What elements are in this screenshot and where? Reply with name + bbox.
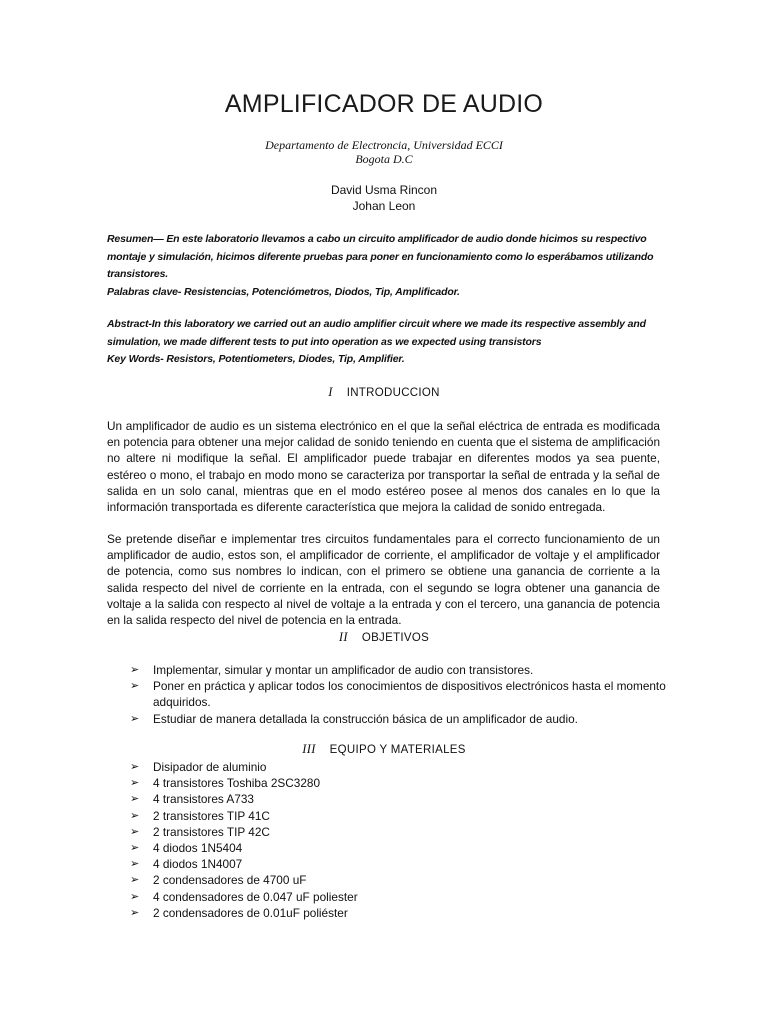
arrow-bullet-icon: ➢ [130, 712, 140, 725]
author-1: David Usma Rincon [330, 183, 438, 197]
objetivos-list [130, 662, 670, 727]
arrow-bullet-icon: ➢ [130, 825, 140, 838]
list-item: ➢ 4 transistores Toshiba 2SC3280 [130, 776, 321, 791]
intro-paragraph-1: Un amplificador de audio es un sistema electrónico en el que la señal eléctrica de entrada es modificada en potencia para obtener una mejor calidad de sonido teniendo en cuenta que el sistema de amplificación no altere ni modifique la señal. El amplificador puede trabajar en diferentes modos ya sea puente, estéreo o mono, el trabajo en modo mono se caracteriza por transportar la señal de entrada y la señal de salida en un solo canal, mientras que en el modo estéreo posee al menos dos canales en lo que la información transportada es diferente característica que mejora la calidad de sonido entregada. [107, 419, 660, 515]
list-item: ➢ Estudiar de manera detallada la construcción básica de un amplificador de audio. [130, 711, 578, 726]
affiliation [0, 138, 768, 166]
arrow-bullet-icon: ➢ [130, 793, 140, 806]
list-item: ➢ Poner en práctica y aplicar todos los conocimientos de dispositivos electrónicos hasta el momento adquiridos. [130, 679, 666, 710]
list-item: ➢ 2 transistores TIP 42C [130, 824, 270, 839]
section-title: INTRODUCCION [346, 387, 440, 399]
arrow-bullet-icon: ➢ [130, 680, 140, 693]
arrow-bullet-icon: ➢ [130, 777, 140, 790]
materiales-list [130, 759, 670, 921]
arrow-bullet-icon: ➢ [130, 664, 140, 676]
arrow-bullet-icon: ➢ [130, 890, 140, 903]
abstract-block [107, 316, 663, 369]
arrow-bullet-icon: ➢ [130, 761, 140, 773]
list-item: ➢ 2 condensadores de 0.01uF poliéster [130, 905, 348, 920]
author-2: Johan Leon [352, 199, 416, 213]
authors [0, 182, 768, 214]
list-item: ➢ Disipador de aluminio [130, 760, 267, 774]
document-title: AMPLIFICADOR DE AUDIO [224, 90, 544, 118]
resumen-block [107, 231, 663, 301]
list-item: ➢ 4 condensadores de 0.047 uF poliester [130, 889, 358, 904]
arrow-bullet-icon: ➢ [130, 906, 140, 919]
resumen-text: Resumen— En este laboratorio llevamos a cabo un circuito amplificador de audio donde hicimos su respectivo montaje y simulación, hicimos diferente pruebas para poner en funcionamiento como lo esperábamos utilizando transistores. [107, 233, 654, 280]
section-heading-objetivos [0, 630, 768, 645]
section-number: I [328, 385, 333, 399]
resumen-keywords: Palabras clave- Resistencias, Potenciómetros, Diodos, Tip, Amplificador. [107, 285, 460, 298]
affiliation-line-1: Departamento de Electroncia, Universidad ECCI [265, 138, 503, 152]
section-number: III [302, 742, 316, 756]
intro-paragraph-2: Se pretende diseñar e implementar tres circuitos fundamentales para el correcto funcionamiento de un amplificador de audio, estos son, el amplificador de corriente, el amplificador de voltaje y el amplificador de potencia, como sus nombres lo indican, con el primero se obtiene una ganancia de corriente a la salida respecto del nivel de corriente en la entrada, con el segundo se logra obtener una ganancia de voltaje a la salida con respecto al nivel de voltaje a la entrada y con el tercero, una ganancia de potencia en la salida respecto del nivel de potencia en la entrada. [107, 532, 660, 628]
arrow-bullet-icon: ➢ [130, 842, 140, 855]
list-item: ➢ 4 diodos 1N5404 [130, 841, 243, 856]
section-number: II [338, 630, 348, 644]
list-item: ➢ 4 transistores A733 [130, 792, 254, 807]
list-item: ➢ 2 transistores TIP 41C [130, 808, 270, 823]
arrow-bullet-icon: ➢ [130, 809, 140, 822]
abstract-keywords: Key Words- Resistors, Potentiometers, Diodes, Tip, Amplifier. [107, 353, 405, 365]
section-heading-introduccion [0, 385, 768, 400]
arrow-bullet-icon: ➢ [130, 874, 140, 887]
arrow-bullet-icon: ➢ [130, 858, 140, 871]
affiliation-line-2: Bogota D.C [355, 152, 413, 166]
section-title: OBJETIVOS [361, 632, 430, 644]
list-item: ➢ 2 condensadores de 4700 uF [130, 873, 307, 888]
list-item: ➢ 4 diodos 1N4007 [130, 857, 243, 872]
list-item: ➢ Implementar, simular y montar un amplificador de audio con transistores. [130, 663, 534, 677]
abstract-text: Abstract-In this laboratory we carried out an audio amplifier circuit where we made its respective assembly and simulation, we made different tests to put into operation as we expected using transistors [107, 318, 646, 348]
section-title: EQUIPO Y MATERIALES [329, 744, 466, 756]
section-heading-equipo [0, 742, 768, 757]
